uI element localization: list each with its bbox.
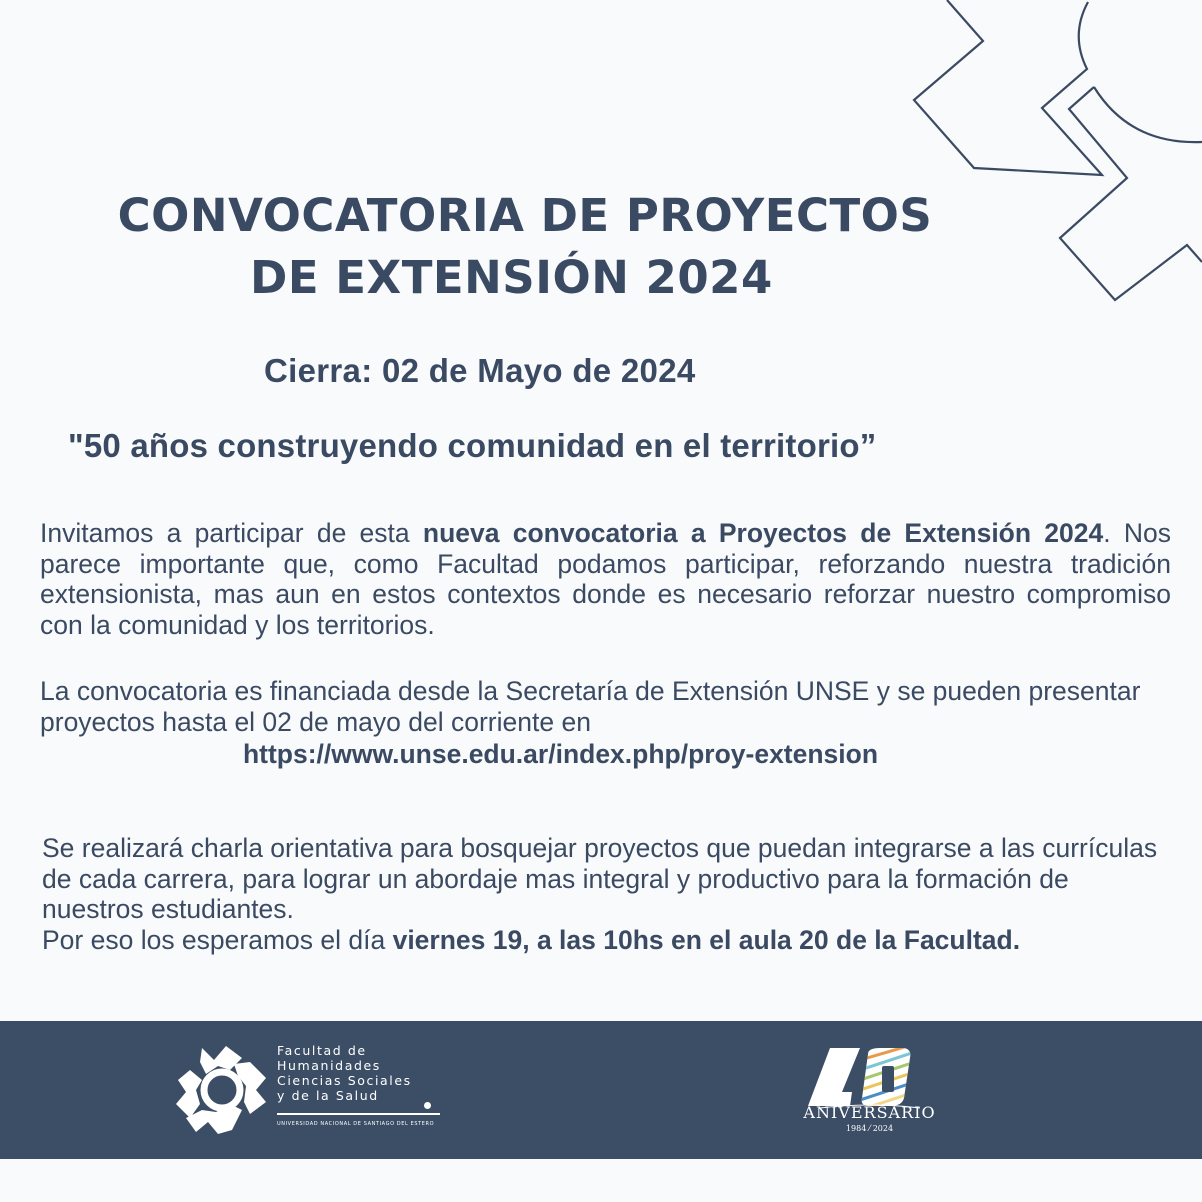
faculty-line-3: Ciencias Sociales (277, 1073, 412, 1088)
faculty-name (277, 1043, 412, 1103)
university-name: UNIVERSIDAD NACIONAL DE SANTIAGO DEL ESTERO (277, 1121, 435, 1127)
intro-bold: nueva convocatoria a Proyectos de Extensión 2024 (422, 518, 1104, 548)
funding-text: La convocatoria es financiada desde la Secretaría de Extensión UNSE y se pueden presentar proyectos hasta el 02 de mayo del corriente en (40, 676, 1141, 737)
talk-date: viernes 19, a las 10hs en el aula 20 de la Facultad. (392, 924, 1021, 955)
intro-text: Invitamos a participar de esta (40, 518, 423, 548)
submission-url[interactable]: https://www.unse.edu.ar/index.php/proy-extension (242, 739, 879, 769)
funding-paragraph (40, 676, 1171, 770)
talk-paragraph (42, 833, 1173, 955)
bottom-margin (0, 1159, 1202, 1202)
intro-rest: . Nos parece importante que, como Facultad podamos participar, reforzando nuestra tradición extensionista, mas aun en estos contextos donde es necesario reforzar nuestro compromiso con la comunidad y los territorios. (40, 518, 1171, 640)
logo-underline (277, 1113, 440, 1115)
anniversary-word: ANIVERSARIO (803, 1103, 936, 1122)
logo-dot (424, 1102, 431, 1109)
faculty-line-2: Humanidades (277, 1058, 381, 1073)
intro-paragraph (40, 518, 1171, 640)
talk-text: Se realizará charla orientativa para bosquejar proyectos que puedan integrarse a las currículas de cada carrera, para lograr un abordaje mas integral y productivo para la formación de nuestros estudiantes. (42, 833, 1158, 924)
motto-text: "50 años construyendo comunidad en el territorio” (68, 427, 877, 464)
faculty-line-1: Facultad de (277, 1043, 367, 1058)
title-line-1: CONVOCATORIA DE PROYECTOS (117, 189, 933, 242)
faculty-line-4: y de la Salud (277, 1088, 379, 1103)
talk-invite: Por eso los esperamos el día (42, 924, 393, 955)
anniversary-years: 1984 ⁄ 2024 (845, 1124, 894, 1133)
faculty-logo-icon (172, 1040, 272, 1140)
title-line-2: DE EXTENSIÓN 2024 (250, 251, 773, 304)
deadline-text: Cierra: 02 de Mayo de 2024 (264, 352, 696, 389)
